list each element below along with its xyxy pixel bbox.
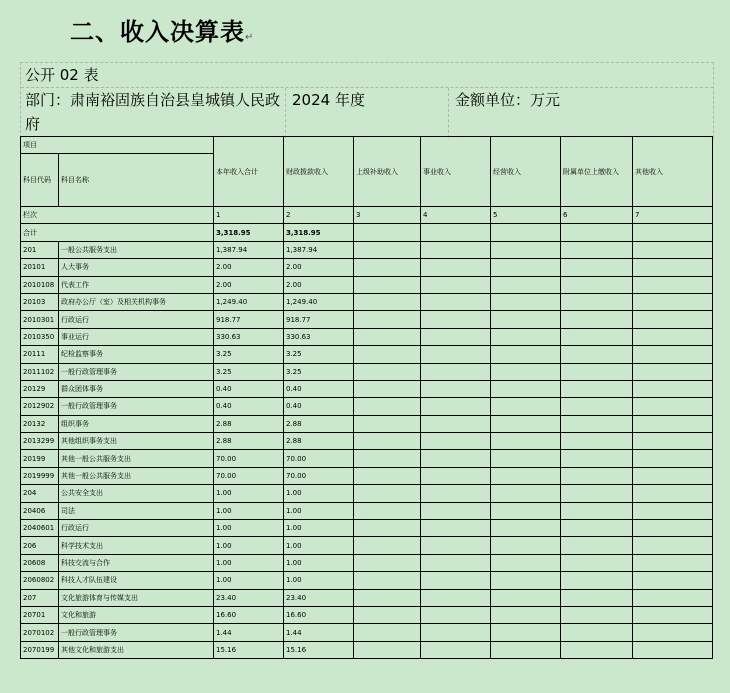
head-col-3: 上级补助收入 [354,137,421,207]
row-empty [421,502,491,519]
row-empty [491,485,561,502]
row-total: 70.00 [214,450,284,467]
row-empty [561,293,633,310]
row-total: 2.00 [214,259,284,276]
row-empty [421,415,491,432]
head-project: 项目 [21,137,214,154]
row-empty [421,485,491,502]
row-code: 20701 [21,606,59,623]
row-empty [354,502,421,519]
row-empty [561,641,633,658]
row-code: 20103 [21,293,59,310]
row-empty [354,450,421,467]
row-empty [491,398,561,415]
row-empty [633,572,713,589]
row-empty [421,554,491,571]
row-code: 2012902 [21,398,59,415]
row-empty [491,624,561,641]
table-row [21,380,713,397]
row-empty [491,537,561,554]
row-empty [354,311,421,328]
row-empty [354,346,421,363]
head-col-6: 附属单位上缴收入 [561,137,633,207]
row-empty [491,241,561,258]
row-code: 20406 [21,502,59,519]
row-empty [561,589,633,606]
row-name: 事业运行 [59,328,214,345]
row-fiscal: 16.60 [284,606,354,623]
row-empty [561,241,633,258]
table-row [21,415,713,432]
row-code: 206 [21,537,59,554]
row-empty [633,554,713,571]
row-total: 3.25 [214,363,284,380]
row-fiscal: 15.16 [284,641,354,658]
row-empty [354,520,421,537]
row-empty [561,606,633,623]
row-empty [354,276,421,293]
row-name: 一般行政管理事务 [59,624,214,641]
index-num: 2 [284,207,354,224]
row-empty [421,606,491,623]
row-empty [561,363,633,380]
row-total: 1,387.94 [214,241,284,258]
table-row [21,450,713,467]
row-empty [491,450,561,467]
row-name: 政府办公厅（室）及相关机构事务 [59,293,214,310]
row-empty [491,554,561,571]
row-empty [491,502,561,519]
row-empty [561,467,633,484]
head-col-2: 财政拨款收入 [284,137,354,207]
row-empty [354,537,421,554]
row-empty [561,380,633,397]
row-fiscal: 1.00 [284,572,354,589]
row-empty [421,624,491,641]
row-empty [491,346,561,363]
row-code: 20101 [21,259,59,276]
row-empty [354,293,421,310]
row-empty [491,572,561,589]
head-col-7: 其他收入 [633,137,713,207]
table-row [21,276,713,293]
table-row [21,259,713,276]
row-empty [421,346,491,363]
row-empty [421,293,491,310]
row-name: 科技人才队伍建设 [59,572,214,589]
row-empty [354,485,421,502]
table-row [21,398,713,415]
row-code: 2040601 [21,520,59,537]
row-empty [421,311,491,328]
row-total: 16.60 [214,606,284,623]
row-fiscal: 23.40 [284,589,354,606]
table-row [21,328,713,345]
row-empty [354,624,421,641]
row-code: 20608 [21,554,59,571]
row-code: 2010350 [21,328,59,345]
row-name: 组织事务 [59,415,214,432]
row-total: 0.40 [214,380,284,397]
row-empty [561,450,633,467]
row-empty [561,520,633,537]
row-empty [633,241,713,258]
row-empty [354,589,421,606]
row-fiscal: 3.25 [284,363,354,380]
row-name: 科技交流与合作 [59,554,214,571]
total-row [21,224,713,241]
row-name: 人大事务 [59,259,214,276]
row-code: 20129 [21,380,59,397]
row-empty [421,537,491,554]
row-empty [421,467,491,484]
row-empty [633,259,713,276]
row-empty [491,415,561,432]
row-empty [633,450,713,467]
row-fiscal: 70.00 [284,450,354,467]
fiscal-year: 2024 年度 [286,88,449,138]
row-name: 其他组织事务支出 [59,433,214,450]
row-fiscal: 1.44 [284,624,354,641]
income-table [20,136,713,659]
row-code: 207 [21,589,59,606]
row-name: 行政运行 [59,520,214,537]
row-total: 1.00 [214,554,284,571]
total-label: 合计 [21,224,214,241]
row-empty [354,572,421,589]
row-code: 2060802 [21,572,59,589]
row-fiscal: 2.88 [284,433,354,450]
row-empty [354,433,421,450]
row-empty [633,606,713,623]
row-empty [421,450,491,467]
row-total: 2.00 [214,276,284,293]
row-code: 2013299 [21,433,59,450]
row-name: 一般公共服务支出 [59,241,214,258]
row-empty [561,502,633,519]
row-name: 文化和旅游 [59,606,214,623]
row-empty [633,520,713,537]
row-empty [633,363,713,380]
row-empty [491,380,561,397]
row-name: 群众团体事务 [59,380,214,397]
table-row [21,311,713,328]
head-col-1: 本年收入合计 [214,137,284,207]
row-empty [633,293,713,310]
row-code: 2011102 [21,363,59,380]
row-fiscal: 1.00 [284,502,354,519]
total-amount: 3,318.95 [214,224,284,241]
row-total: 1.44 [214,624,284,641]
table-row [21,572,713,589]
row-fiscal: 70.00 [284,467,354,484]
row-empty [633,485,713,502]
row-code: 2010301 [21,311,59,328]
index-num: 6 [561,207,633,224]
row-empty [491,276,561,293]
row-empty [491,259,561,276]
row-code: 2070199 [21,641,59,658]
row-code: 2019999 [21,467,59,484]
row-empty [421,433,491,450]
row-empty [491,433,561,450]
row-total: 1.00 [214,485,284,502]
row-total: 1.00 [214,572,284,589]
index-num: 5 [491,207,561,224]
form-number: 公开 02 表 [21,63,713,88]
table-row [21,241,713,258]
row-empty [421,328,491,345]
row-name: 行政运行 [59,311,214,328]
row-empty [561,537,633,554]
table-row [21,346,713,363]
table-row [21,502,713,519]
row-empty [633,433,713,450]
index-num: 7 [633,207,713,224]
row-total: 918.77 [214,311,284,328]
row-empty [633,537,713,554]
row-empty [561,485,633,502]
row-total: 1.00 [214,502,284,519]
table-row [21,641,713,658]
row-empty [633,624,713,641]
row-total: 1,249.40 [214,293,284,310]
row-empty [561,398,633,415]
row-name: 一般行政管理事务 [59,363,214,380]
index-label: 栏次 [21,207,214,224]
head-col-5: 经营收入 [491,137,561,207]
row-empty [354,554,421,571]
index-num: 1 [214,207,284,224]
row-total: 15.16 [214,641,284,658]
row-empty [561,346,633,363]
index-num: 4 [421,207,491,224]
row-code: 20199 [21,450,59,467]
index-num: 3 [354,207,421,224]
row-empty [633,276,713,293]
row-fiscal: 918.77 [284,311,354,328]
row-empty [561,276,633,293]
row-empty [421,259,491,276]
row-empty [421,641,491,658]
row-empty [633,346,713,363]
row-empty [491,328,561,345]
row-empty [491,520,561,537]
head-name: 科目名称 [59,154,214,207]
row-empty [561,433,633,450]
row-fiscal: 2.00 [284,276,354,293]
row-empty [633,328,713,345]
row-total: 70.00 [214,467,284,484]
row-empty [561,328,633,345]
index-row [21,207,713,224]
row-name: 公共安全支出 [59,485,214,502]
row-empty [491,363,561,380]
row-empty [633,502,713,519]
row-empty [354,467,421,484]
row-empty [491,311,561,328]
row-name: 文化旅游体育与传媒支出 [59,589,214,606]
row-fiscal: 1.00 [284,554,354,571]
total-fiscal: 3,318.95 [284,224,354,241]
row-total: 2.88 [214,415,284,432]
table-row [21,606,713,623]
row-empty [633,467,713,484]
row-empty [354,328,421,345]
row-empty [633,398,713,415]
row-code: 204 [21,485,59,502]
amount-unit: 金额单位：万元 [455,91,561,109]
row-fiscal: 2.00 [284,259,354,276]
row-name: 代表工作 [59,276,214,293]
row-empty [421,572,491,589]
table-row [21,467,713,484]
row-empty [561,572,633,589]
table-row [21,485,713,502]
row-empty [421,276,491,293]
row-empty [354,641,421,658]
row-empty [354,259,421,276]
table-row [21,589,713,606]
row-fiscal: 1.00 [284,485,354,502]
row-total: 1.00 [214,520,284,537]
row-empty [421,363,491,380]
row-empty [421,380,491,397]
row-fiscal: 0.40 [284,398,354,415]
row-fiscal: 0.40 [284,380,354,397]
row-empty [354,380,421,397]
row-fiscal: 2.88 [284,415,354,432]
row-fiscal: 3.25 [284,346,354,363]
row-total: 23.40 [214,589,284,606]
report-header [20,62,714,138]
row-empty [354,606,421,623]
row-empty [421,398,491,415]
table-row [21,293,713,310]
page-title: 二、收入决算表↵ [70,18,255,46]
row-name: 其他文化和旅游支出 [59,641,214,658]
row-empty [354,398,421,415]
head-code: 科目代码 [21,154,59,207]
row-total: 330.63 [214,328,284,345]
department-name: 部门：肃南裕固族自治县皇城镇人民政府 [21,88,286,138]
table-row [21,363,713,380]
row-empty [561,624,633,641]
row-total: 0.40 [214,398,284,415]
row-empty [633,415,713,432]
table-row [21,554,713,571]
row-empty [561,311,633,328]
row-empty [561,259,633,276]
row-name: 其他一般公共服务支出 [59,467,214,484]
row-empty [633,380,713,397]
row-name: 司法 [59,502,214,519]
table-head-row-1 [21,137,713,154]
head-col-4: 事业收入 [421,137,491,207]
row-total: 1.00 [214,537,284,554]
row-fiscal: 1.00 [284,537,354,554]
row-empty [633,589,713,606]
table-row [21,624,713,641]
row-empty [421,589,491,606]
row-empty [491,467,561,484]
row-empty [421,520,491,537]
table-row [21,520,713,537]
row-fiscal: 330.63 [284,328,354,345]
row-code: 201 [21,241,59,258]
row-name: 科学技术支出 [59,537,214,554]
row-fiscal: 1,249.40 [284,293,354,310]
row-empty [354,363,421,380]
row-empty [633,311,713,328]
row-empty [354,415,421,432]
row-total: 3.25 [214,346,284,363]
row-name: 其他一般公共服务支出 [59,450,214,467]
row-empty [561,415,633,432]
row-empty [561,554,633,571]
row-empty [491,606,561,623]
row-code: 20111 [21,346,59,363]
row-empty [491,641,561,658]
row-name: 纪检监察事务 [59,346,214,363]
row-name: 一般行政管理事务 [59,398,214,415]
row-fiscal: 1,387.94 [284,241,354,258]
row-fiscal: 1.00 [284,520,354,537]
row-empty [633,641,713,658]
row-empty [421,241,491,258]
row-empty [491,589,561,606]
row-code: 20132 [21,415,59,432]
table-row [21,537,713,554]
row-total: 2.88 [214,433,284,450]
row-empty [491,293,561,310]
table-row [21,433,713,450]
row-code: 2070102 [21,624,59,641]
row-empty [354,241,421,258]
row-code: 2010108 [21,276,59,293]
